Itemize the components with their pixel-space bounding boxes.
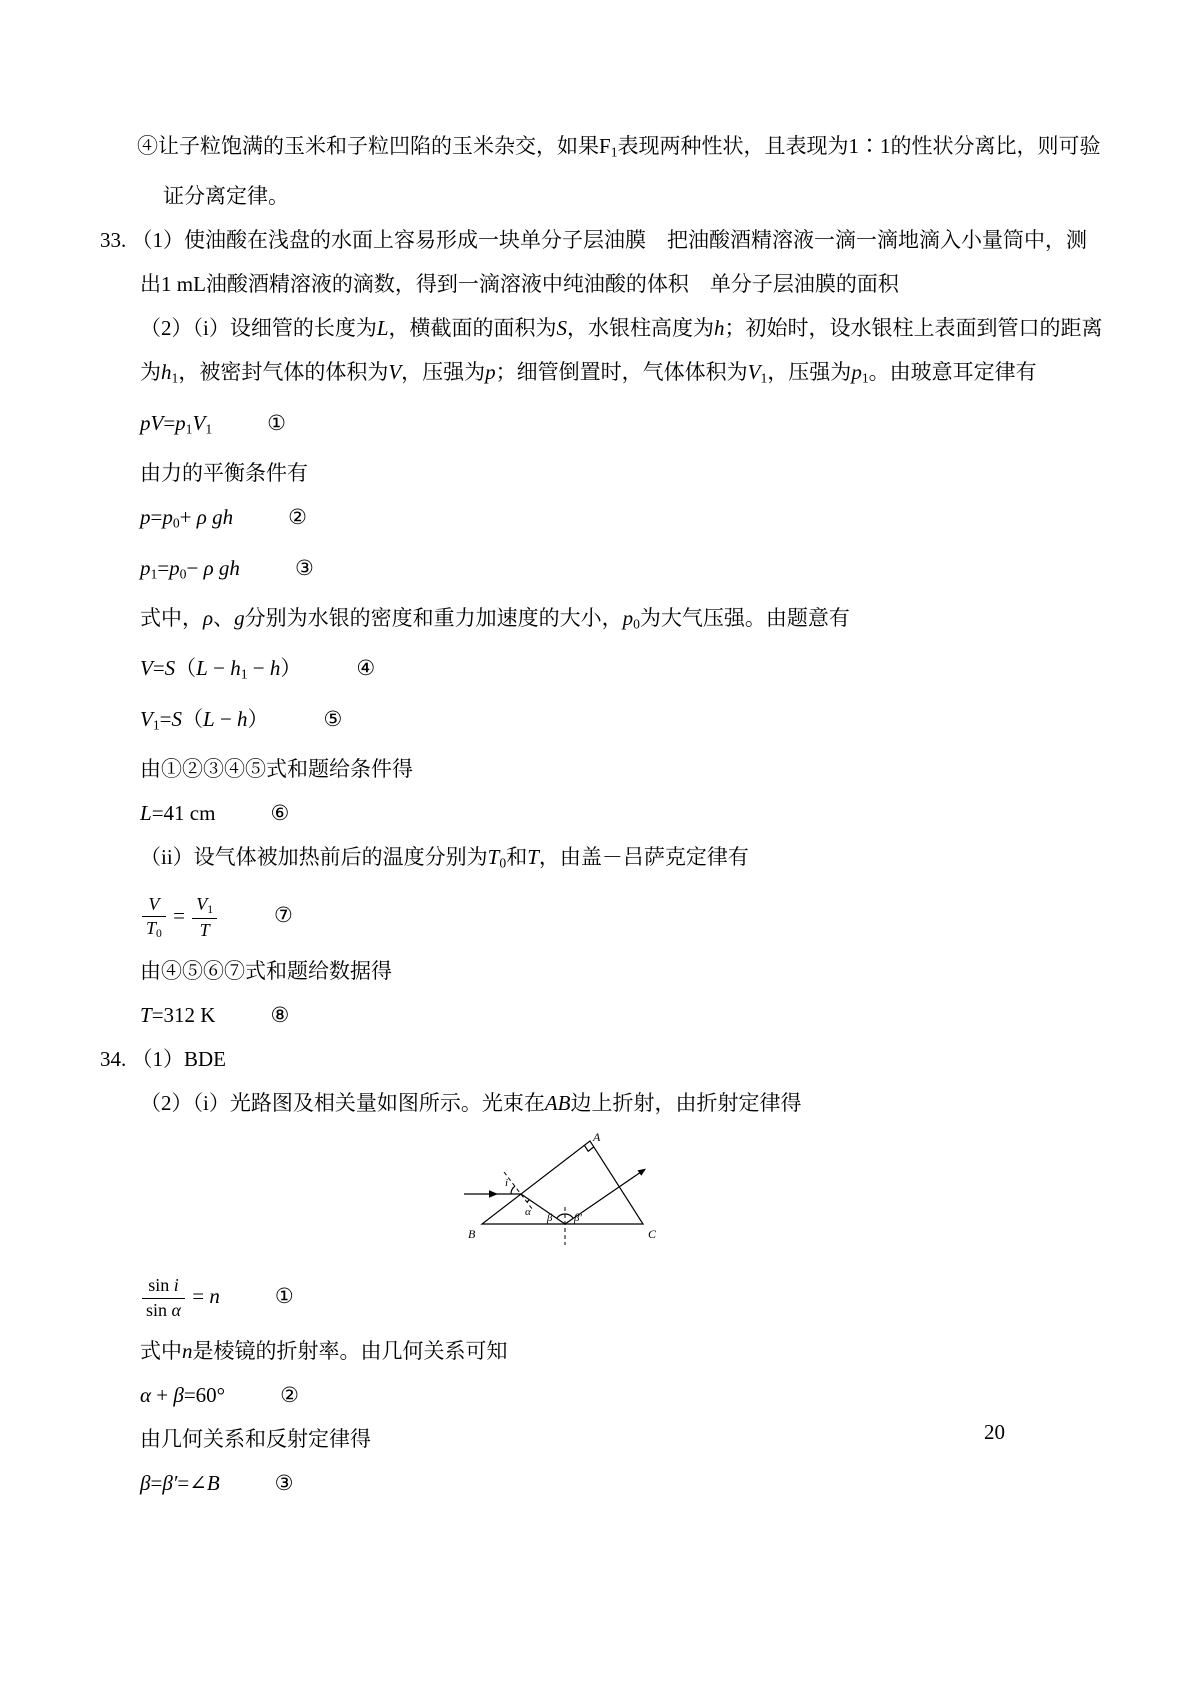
- answer-34-part2-intro: （2）（i）光路图及相关量如图所示。光束在AB边上折射，由折射定律得: [140, 1091, 802, 1116]
- incident-arrowhead-icon: [489, 1190, 498, 1198]
- fraction: $\frac{V}{T_0}$: [142, 894, 166, 942]
- equation-number: ①: [267, 410, 286, 435]
- angle-alpha-arc: [527, 1200, 529, 1202]
- equation-refraction-law: $\frac{\text{sin i}}{\text{sin α}}$ = n ①: [140, 1267, 1104, 1329]
- figure-block: [462, 1131, 692, 1259]
- equation-gay-lussac: $\frac{V}{T_0}$ = $\frac{V_1}{T}$ ⑦: [140, 886, 1104, 950]
- angle-label-i: i: [505, 1177, 509, 1190]
- answer-32-item4: ④让子粒饱满的玉米和子粒凹陷的玉米杂交，如果$F_1$表现两种性状，且表现为1∶1的性状分离比，则可验证分离定律。: [137, 134, 1101, 209]
- fraction: $\frac{V_1}{T}$: [192, 894, 217, 942]
- text-combine-1: 由①②③④⑤式和题给条件得: [140, 757, 413, 782]
- angle-i-arc: [511, 1186, 515, 1194]
- equation-number: ⑧: [270, 1003, 290, 1028]
- equation-pressure-inverted: $p_1=p_0- \rho$ gh ③: [140, 555, 314, 582]
- right-angle-mark: [584, 1146, 593, 1152]
- equation-temperature-result: T=312 K ⑧: [140, 1003, 290, 1028]
- equation-number: ②: [280, 1383, 299, 1408]
- equation-number: ①: [274, 1284, 294, 1309]
- equation-volume-v1: $V_1=S(L - h)$ ⑤: [140, 706, 343, 733]
- equation-volume-v: $V=S(L - h_1 - h)$ ④: [140, 656, 376, 682]
- angle-label-beta: β: [547, 1212, 553, 1225]
- exit-arrowhead-icon: [638, 1169, 647, 1176]
- equation-length-result: L=41 cm ⑥: [140, 801, 290, 826]
- equation-angle-sum: α + β=60° ②: [140, 1383, 299, 1408]
- fraction: $\frac{\text{sin i}}{\text{sin α}}$: [142, 1275, 185, 1321]
- angle-beta-arc: [557, 1214, 565, 1218]
- equation-pressure-upright: $p=p_0+ \rho$ gh ②: [140, 505, 307, 531]
- angle-label-alpha: α: [525, 1206, 531, 1219]
- answer-33-part2-setup: （2）（i）设细管的长度为L，横截面的面积为S，水银柱高度为h；初始时，设水银柱上表面到管口的距离为$h_1$，被密封气体的体积为V，压强为p；细管倒置时，气体体积为$V_1$，压强为$p_1$。由玻意耳定律有: [140, 316, 1103, 386]
- vertex-label-a: A: [593, 1131, 601, 1145]
- equation-beta-relation: β=β′=∠B ③: [140, 1471, 294, 1496]
- equation-number: ⑦: [274, 903, 293, 928]
- answer-33-part1: 33. （1）使油酸在浅盘的水面上容易形成一块单分子层油膜 把油酸酒精溶液一滴一滴地滴入小量筒中，测出1 mL油酸酒精溶液的滴数，得到一滴溶液中纯油酸的体积 单分子层油膜的面积: [100, 228, 1087, 297]
- angle-beta-prime-arc: [565, 1214, 573, 1218]
- text-reflection-law: 由几何关系和反射定律得: [140, 1427, 371, 1452]
- text-combine-2: 由④⑤⑥⑦式和题给数据得: [140, 959, 392, 984]
- equation-number: ②: [288, 505, 307, 530]
- text-symbols-note: 式中，ρ、g分别为水银的密度和重力加速度的大小，$p_0$为大气压强。由题意有: [140, 606, 850, 632]
- equation-number: ⑥: [270, 801, 290, 826]
- text-refractive-index: 式中n是棱镜的折射率。由几何关系可知: [140, 1339, 508, 1364]
- equation-number: ③: [274, 1471, 294, 1496]
- answer-34-part1: 34. （1）BDE: [100, 1047, 226, 1072]
- answer-33-part2-ii: （ii）设气体被加热前后的温度分别为$T_0$和T，由盖－吕萨克定律有: [140, 845, 749, 871]
- content-flow: [100, 124, 1104, 1505]
- equation-number: ④: [356, 656, 376, 681]
- equation-number: ⑤: [323, 706, 343, 731]
- vertex-label-c: C: [648, 1227, 657, 1242]
- angle-label-beta-prime: β′: [574, 1212, 582, 1225]
- page-number: 20: [984, 1420, 1005, 1444]
- equation-boyle: $pV=p_1V_1$ ①: [140, 410, 286, 437]
- exit-ray: [619, 1172, 642, 1188]
- equation-number: ③: [294, 555, 314, 580]
- text-force-balance: 由力的平衡条件有: [140, 461, 308, 486]
- prism-diagram-svg: [462, 1131, 692, 1259]
- vertex-label-b: B: [468, 1227, 476, 1242]
